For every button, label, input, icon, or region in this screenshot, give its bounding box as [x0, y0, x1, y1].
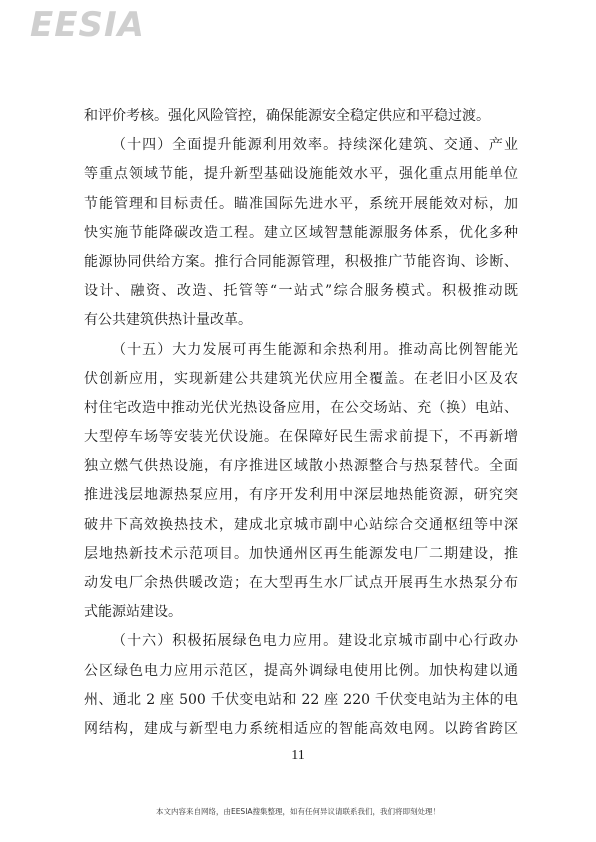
document-body	[84, 102, 518, 744]
paragraph-line: 有公共建筑供热计量改革。	[84, 312, 252, 329]
paragraph-line: 动发电厂余热供暖改造；在大型再生水厂试点开展再生水热泵分布	[84, 575, 518, 591]
paragraph-line: 网结构，建成与新型电力系统相适应的智能高效电网。以跨省跨区	[84, 720, 518, 737]
eesia-logo: EESIA	[30, 5, 145, 45]
paragraph-line: 伏创新应用，实现新建公共建筑光伏应用全覆盖。在老旧小区及农	[84, 370, 518, 387]
paragraph-line: 公区绿色电力应用示范区，提高外调绿电使用比例。加快构建以通	[84, 662, 518, 679]
paragraph-line: 式能源站建设。	[84, 604, 182, 621]
paragraph-line: 破井下高效换热技术，建成北京城市副中心站综合交通枢纽等中深	[84, 516, 518, 533]
paragraph-first-line: （十六）积极拓展绿色电力应用。建设北京城市副中心行政办	[112, 633, 518, 650]
paragraph-line: 村住宅改造中推动光伏光热设备应用，在公交场站、充（换）电站、	[84, 399, 518, 416]
paragraph-line: 层地热新技术示范项目。加快通州区再生能源发电厂二期建设，推	[84, 545, 518, 562]
paragraph-line: 等重点领域节能，提升新型基础设施能效水平，强化重点用能单位	[84, 166, 518, 183]
paragraph-line: 节能管理和目标责任。瞄准国际先进水平，系统开展能效对标，加	[84, 195, 518, 212]
paragraph-line: 能源协同供给方案。推行合同能源管理，积极推广节能咨询、诊断、	[84, 253, 518, 270]
page-number: 11	[291, 748, 305, 763]
paragraph-first-line: （十四）全面提升能源利用效率。持续深化建筑、交通、产业	[112, 137, 518, 154]
paragraph-line: 和评价考核。强化风险管控，确保能源安全稳定供应和平稳过渡。	[84, 108, 490, 124]
paragraph-line: 大型停车场等安装光伏设施。在保障好民生需求前提下，不再新增	[84, 429, 518, 446]
paragraph-line: 快实施节能降碳改造工程。建立区域智慧能源服务体系，优化多种	[84, 224, 518, 241]
footer-disclaimer: 本文内容来自网络，由EESIA搜集整理，如有任何异议请联系我们，我们将即刻处理！	[155, 807, 441, 816]
paragraph-line: 设计、融资、改造、托管等“一站式”综合服务模式。积极推动既	[84, 283, 518, 300]
paragraph-line: 推进浅层地源热泵应用，有序开发利用中深层地热能资源，研究突	[84, 487, 518, 504]
paragraph-first-line: （十五）大力发展可再生能源和余热利用。推动高比例智能光	[112, 341, 518, 358]
paragraph-line: 独立燃气供热设施，有序推进区域散小热源整合与热泵替代。全面	[84, 458, 518, 475]
paragraph-line: 州、通北 2 座 500 千伏变电站和 22 座 220 千伏变电站为主体的电	[84, 691, 518, 708]
